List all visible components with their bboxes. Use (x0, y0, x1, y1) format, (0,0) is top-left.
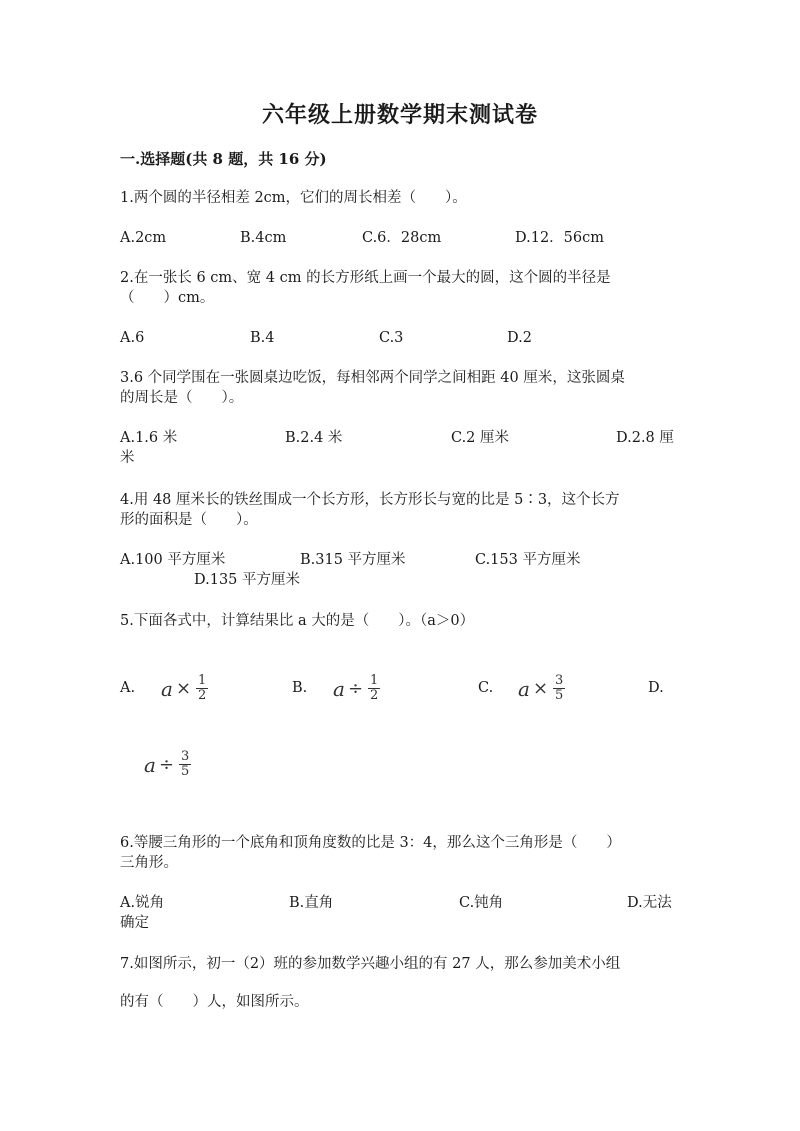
option-b[interactable]: B.4cm (240, 230, 287, 246)
option-a[interactable]: A.6 (120, 330, 145, 346)
divide-operator: ÷ (347, 678, 364, 699)
option-c-expression (518, 674, 565, 703)
question-4 (120, 490, 680, 530)
question-3-line-1: 3.6 个同学围在一张圆桌边吃饭，每相邻两个同学之间相距 40 厘米，这张圆桌 (120, 370, 625, 386)
question-6-line-1: 6.等腰三角形的一个底角和顶角度数的比是 3：4，那么这个三角形是（ ） (120, 835, 621, 851)
question-2-line-2: （ ）cm。 (120, 290, 215, 306)
option-b[interactable]: B.2.4 米 (285, 430, 343, 446)
option-b[interactable]: B.315 平方厘米 (300, 552, 406, 568)
section-heading: 一.选择题(共 8 题，共 16 分) (120, 150, 327, 168)
question-7 (120, 954, 680, 1012)
numerator: 1 (370, 673, 379, 688)
option-d[interactable]: D.无法 (627, 895, 672, 911)
option-a[interactable]: A.2cm (120, 230, 167, 246)
option-c[interactable]: C.6．28cm (362, 230, 442, 246)
question-7-line-1: 7.如图所示，初一（2）班的参加数学兴趣小组的有 27 人，那么参加美术小组 (120, 956, 621, 972)
option-d[interactable]: D.2 (507, 330, 532, 346)
option-d-wrap: 确定 (120, 915, 149, 931)
question-4-options (120, 550, 680, 590)
option-c[interactable]: C.2 厘米 (451, 430, 510, 446)
question-2-options (120, 328, 680, 368)
question-3-line-2: 的周长是（ ）。 (120, 390, 244, 406)
question-4-line-2: 形的面积是（ ）。 (120, 512, 258, 528)
option-a-expression (161, 674, 208, 703)
question-3 (120, 368, 680, 408)
denominator: 5 (181, 764, 190, 779)
fraction (553, 674, 565, 703)
option-b[interactable]: B.直角 (289, 895, 334, 911)
option-c[interactable]: C.钝角 (459, 895, 504, 911)
option-d[interactable]: D.135 平方厘米 (194, 572, 301, 588)
option-a[interactable]: A.100 平方厘米 (120, 552, 226, 568)
option-d-wrap: 米 (120, 450, 135, 466)
fraction (196, 674, 208, 703)
option-a[interactable]: A. (120, 680, 136, 696)
option-c[interactable]: C. (478, 680, 494, 696)
question-6-line-2: 三角形。 (120, 855, 178, 871)
question-6-options (120, 893, 680, 933)
fraction (179, 750, 191, 779)
numerator: 1 (198, 673, 207, 688)
denominator: 2 (370, 688, 379, 703)
page-title: 六年级上册数学期末测试卷 (261, 102, 538, 128)
question-4-line-1: 4.用 48 厘米长的铁丝围成一个长方形，长方形长与宽的比是 5∶3，这个长方 (120, 492, 620, 508)
option-c[interactable]: C.153 平方厘米 (475, 552, 581, 568)
question-7-line-2: 的有（ ）人，如图所示。 (120, 994, 309, 1010)
numerator: 3 (181, 749, 190, 764)
question-1: 1.两个圆的半径相差 2cm，它们的周长相差（ ）。 (120, 190, 467, 206)
question-6 (120, 833, 680, 873)
option-a[interactable]: A.锐角 (120, 895, 165, 911)
times-operator: × (532, 678, 549, 699)
option-a[interactable]: A.1.6 米 (120, 430, 178, 446)
option-b-expression (333, 674, 380, 703)
option-b[interactable]: B.4 (250, 330, 275, 346)
option-d-expression (144, 750, 191, 779)
denominator: 2 (198, 688, 207, 703)
option-b[interactable]: B. (292, 680, 308, 696)
fraction (368, 674, 380, 703)
question-2-line-1: 2.在一张长 6 cm、宽 4 cm 的长方形纸上画一个最大的圆，这个圆的半径是 (120, 270, 611, 286)
denominator: 5 (555, 688, 564, 703)
question-3-options (120, 428, 680, 468)
times-operator: × (175, 678, 192, 699)
option-d[interactable]: D. (648, 680, 664, 696)
question-1-options (120, 228, 680, 268)
option-c[interactable]: C.3 (379, 330, 404, 346)
math-variable: a (161, 676, 173, 701)
question-2 (120, 268, 680, 308)
divide-operator: ÷ (158, 754, 175, 775)
option-d[interactable]: D.2.8 厘 (616, 430, 674, 446)
math-variable: a (144, 752, 156, 777)
math-variable: a (518, 676, 530, 701)
numerator: 3 (555, 673, 564, 688)
math-variable: a (333, 676, 345, 701)
question-5: 5.下面各式中，计算结果比 a 大的是（ ）。（a＞0） (120, 613, 475, 629)
option-d[interactable]: D.12．56cm (515, 230, 604, 246)
